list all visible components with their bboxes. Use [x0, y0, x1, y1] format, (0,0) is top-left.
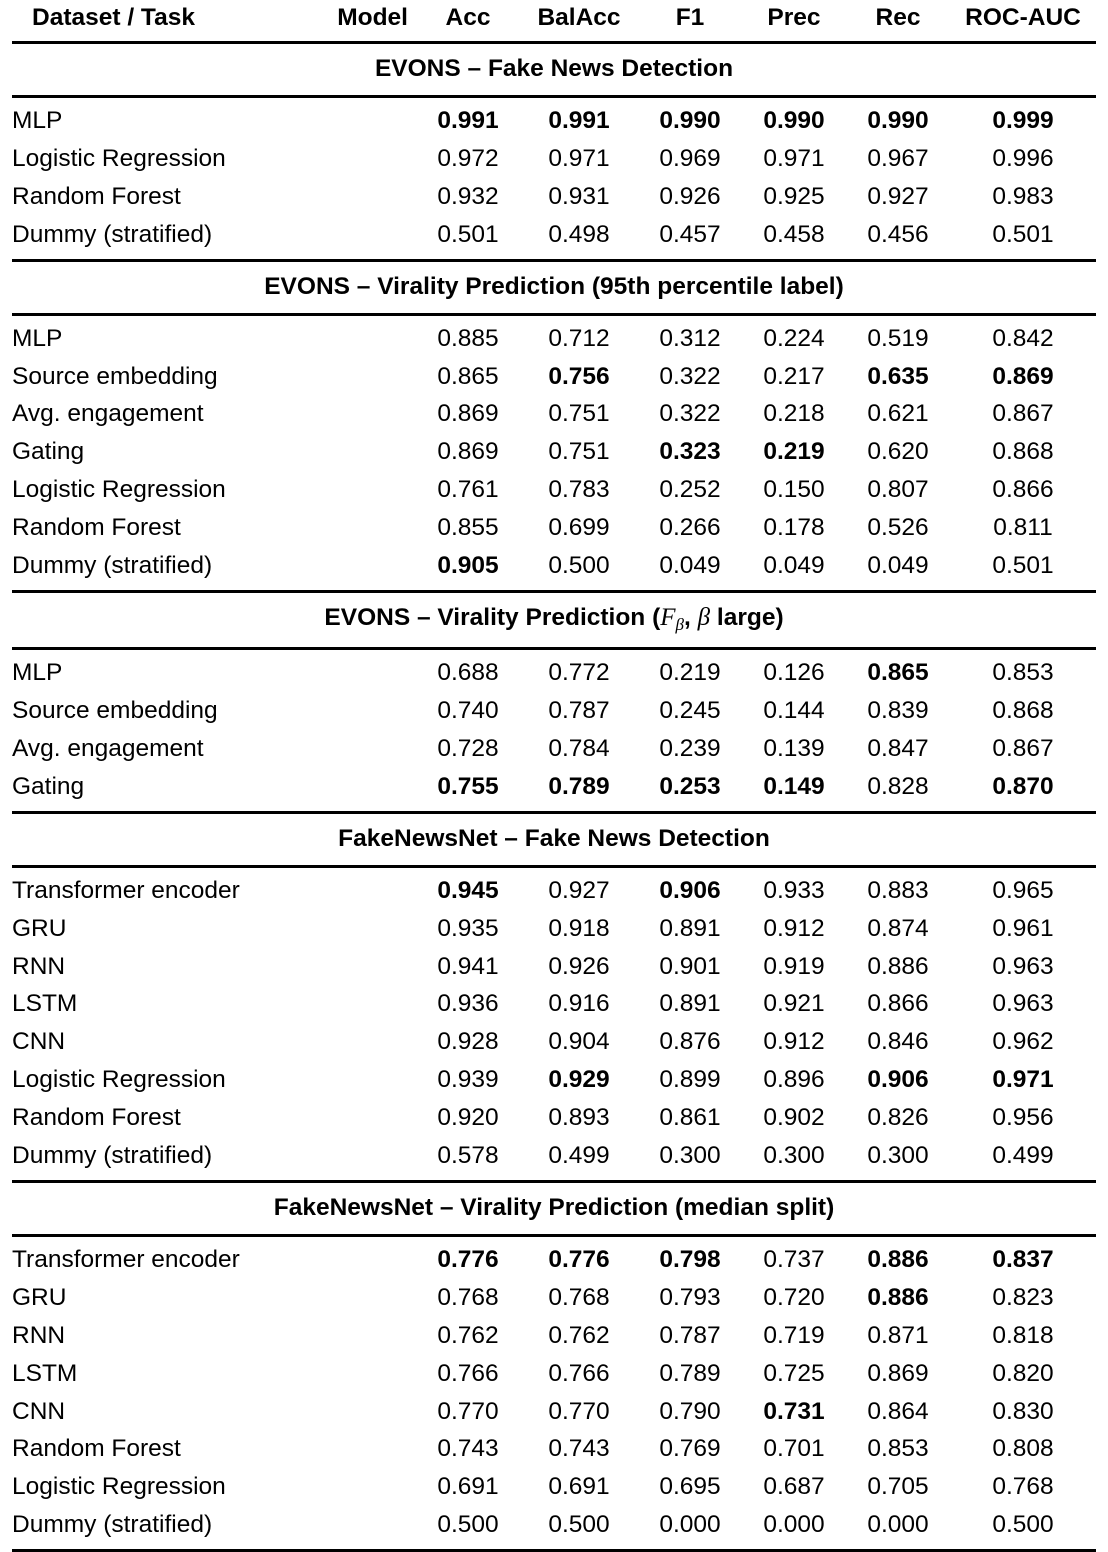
header-dataset-task-model — [12, 0, 416, 43]
cell-f1: 0.861 — [638, 1100, 742, 1138]
table-row — [12, 1279, 1096, 1317]
cell-balacc: 0.500 — [520, 548, 638, 592]
table-row — [12, 986, 1096, 1024]
cell-balacc: 0.971 — [520, 140, 638, 178]
table-row — [12, 1393, 1096, 1431]
row-model-label: Random Forest — [12, 1100, 416, 1138]
cell-rocauc: 0.768 — [950, 1469, 1096, 1507]
cell-rocauc: 0.500 — [950, 1507, 1096, 1551]
cell-f1: 0.300 — [638, 1138, 742, 1182]
cell-rec: 0.519 — [846, 314, 950, 358]
cell-rec: 0.828 — [846, 768, 950, 812]
cell-f1: 0.990 — [638, 97, 742, 141]
cell-rec: 0.853 — [846, 1431, 950, 1469]
header-balacc: BalAcc — [520, 0, 638, 43]
cell-rec: 0.846 — [846, 1024, 950, 1062]
table-row — [12, 866, 1096, 910]
cell-f1: 0.769 — [638, 1431, 742, 1469]
cell-rec: 0.864 — [846, 1393, 950, 1431]
table-row — [12, 548, 1096, 592]
cell-rec: 0.886 — [846, 1235, 950, 1279]
cell-balacc: 0.789 — [520, 768, 638, 812]
row-model-label: Gating — [12, 768, 416, 812]
cell-rocauc: 0.971 — [950, 1062, 1096, 1100]
table-row — [12, 358, 1096, 396]
cell-rocauc: 0.870 — [950, 768, 1096, 812]
cell-rocauc: 0.869 — [950, 358, 1096, 396]
cell-rec: 0.883 — [846, 866, 950, 910]
cell-rec: 0.456 — [846, 216, 950, 260]
table-row — [12, 314, 1096, 358]
cell-prec: 0.144 — [742, 692, 846, 730]
cell-acc: 0.945 — [416, 866, 520, 910]
cell-balacc: 0.762 — [520, 1317, 638, 1355]
cell-f1: 0.891 — [638, 986, 742, 1024]
cell-prec: 0.896 — [742, 1062, 846, 1100]
cell-rec: 0.620 — [846, 434, 950, 472]
cell-rocauc: 0.808 — [950, 1431, 1096, 1469]
cell-balacc: 0.776 — [520, 1235, 638, 1279]
header-rocauc: ROC-AUC — [950, 0, 1096, 43]
cell-prec: 0.687 — [742, 1469, 846, 1507]
cell-rocauc: 0.999 — [950, 97, 1096, 141]
row-model-label: Logistic Regression — [12, 1062, 416, 1100]
table-row — [12, 396, 1096, 434]
row-model-label: Source embedding — [12, 358, 416, 396]
cell-balacc: 0.756 — [520, 358, 638, 396]
cell-rocauc: 0.963 — [950, 948, 1096, 986]
cell-rec: 0.847 — [846, 730, 950, 768]
cell-prec: 0.902 — [742, 1100, 846, 1138]
cell-acc: 0.972 — [416, 140, 520, 178]
row-model-label: MLP — [12, 314, 416, 358]
row-model-label: CNN — [12, 1024, 416, 1062]
row-model-label: Avg. engagement — [12, 730, 416, 768]
cell-f1: 0.876 — [638, 1024, 742, 1062]
cell-f1: 0.266 — [638, 510, 742, 548]
row-model-label: Transformer encoder — [12, 1235, 416, 1279]
cell-f1: 0.000 — [638, 1507, 742, 1551]
results-table — [12, 0, 1096, 1552]
cell-acc: 0.939 — [416, 1062, 520, 1100]
row-model-label: Dummy (stratified) — [12, 1507, 416, 1551]
table-row — [12, 1355, 1096, 1393]
cell-balacc: 0.751 — [520, 434, 638, 472]
cell-rocauc: 0.983 — [950, 178, 1096, 216]
group-header-row — [12, 812, 1096, 866]
row-model-label: Dummy (stratified) — [12, 216, 416, 260]
cell-rocauc: 0.867 — [950, 730, 1096, 768]
row-model-label: Dummy (stratified) — [12, 1138, 416, 1182]
cell-f1: 0.798 — [638, 1235, 742, 1279]
row-model-label: RNN — [12, 1317, 416, 1355]
cell-rec: 0.871 — [846, 1317, 950, 1355]
cell-rec: 0.635 — [846, 358, 950, 396]
cell-balacc: 0.787 — [520, 692, 638, 730]
cell-rec: 0.886 — [846, 948, 950, 986]
cell-prec: 0.701 — [742, 1431, 846, 1469]
row-model-label: Dummy (stratified) — [12, 548, 416, 592]
row-model-label: Random Forest — [12, 178, 416, 216]
cell-balacc: 0.926 — [520, 948, 638, 986]
cell-rocauc: 0.818 — [950, 1317, 1096, 1355]
cell-f1: 0.323 — [638, 434, 742, 472]
cell-balacc: 0.500 — [520, 1507, 638, 1551]
cell-prec: 0.912 — [742, 1024, 846, 1062]
header-prec: Prec — [742, 0, 846, 43]
cell-balacc: 0.712 — [520, 314, 638, 358]
row-model-label: Avg. engagement — [12, 396, 416, 434]
group-title: FakeNewsNet – Fake News Detection — [12, 812, 1096, 866]
cell-rec: 0.839 — [846, 692, 950, 730]
group-title: FakeNewsNet – Virality Prediction (median split) — [12, 1181, 1096, 1235]
row-model-label: LSTM — [12, 1355, 416, 1393]
table-row — [12, 1317, 1096, 1355]
cell-f1: 0.901 — [638, 948, 742, 986]
cell-acc: 0.928 — [416, 1024, 520, 1062]
cell-rec: 0.886 — [846, 1279, 950, 1317]
cell-f1: 0.789 — [638, 1355, 742, 1393]
cell-prec: 0.971 — [742, 140, 846, 178]
cell-prec: 0.725 — [742, 1355, 846, 1393]
table-row — [12, 1138, 1096, 1182]
table-row — [12, 730, 1096, 768]
cell-rocauc: 0.853 — [950, 649, 1096, 693]
table-row — [12, 649, 1096, 693]
math-beta-symbol: β — [698, 604, 710, 631]
header-label-dataset-task: Dataset / Task — [32, 4, 195, 32]
header-rec: Rec — [846, 0, 950, 43]
cell-balacc: 0.691 — [520, 1469, 638, 1507]
cell-rec: 0.874 — [846, 910, 950, 948]
cell-rocauc: 0.501 — [950, 548, 1096, 592]
cell-rec: 0.826 — [846, 1100, 950, 1138]
cell-prec: 0.000 — [742, 1507, 846, 1551]
cell-prec: 0.149 — [742, 768, 846, 812]
cell-acc: 0.936 — [416, 986, 520, 1024]
cell-acc: 0.740 — [416, 692, 520, 730]
group-header-row — [12, 591, 1096, 648]
table-header — [12, 0, 1096, 43]
cell-rocauc: 0.961 — [950, 910, 1096, 948]
cell-balacc: 0.927 — [520, 866, 638, 910]
table-row — [12, 1235, 1096, 1279]
row-model-label: Source embedding — [12, 692, 416, 730]
cell-rocauc: 0.867 — [950, 396, 1096, 434]
cell-acc: 0.500 — [416, 1507, 520, 1551]
row-model-label: Gating — [12, 434, 416, 472]
cell-balacc: 0.498 — [520, 216, 638, 260]
cell-acc: 0.865 — [416, 358, 520, 396]
cell-prec: 0.719 — [742, 1317, 846, 1355]
cell-prec: 0.217 — [742, 358, 846, 396]
cell-f1: 0.239 — [638, 730, 742, 768]
cell-f1: 0.312 — [638, 314, 742, 358]
table-body — [12, 43, 1096, 1552]
cell-rec: 0.621 — [846, 396, 950, 434]
cell-acc: 0.869 — [416, 434, 520, 472]
cell-balacc: 0.743 — [520, 1431, 638, 1469]
cell-acc: 0.743 — [416, 1431, 520, 1469]
table-row — [12, 1431, 1096, 1469]
cell-acc: 0.932 — [416, 178, 520, 216]
table-row — [12, 910, 1096, 948]
cell-prec: 0.925 — [742, 178, 846, 216]
row-model-label: Logistic Regression — [12, 1469, 416, 1507]
cell-acc: 0.776 — [416, 1235, 520, 1279]
table-row — [12, 97, 1096, 141]
table-row — [12, 1507, 1096, 1551]
cell-rocauc: 0.842 — [950, 314, 1096, 358]
cell-f1: 0.899 — [638, 1062, 742, 1100]
cell-f1: 0.969 — [638, 140, 742, 178]
cell-prec: 0.049 — [742, 548, 846, 592]
row-model-label: Transformer encoder — [12, 866, 416, 910]
cell-prec: 0.737 — [742, 1235, 846, 1279]
cell-rocauc: 0.499 — [950, 1138, 1096, 1182]
table-row — [12, 140, 1096, 178]
cell-acc: 0.935 — [416, 910, 520, 948]
math-beta-subscript: β — [676, 615, 684, 634]
cell-rocauc: 0.962 — [950, 1024, 1096, 1062]
cell-balacc: 0.916 — [520, 986, 638, 1024]
cell-acc: 0.728 — [416, 730, 520, 768]
cell-rec: 0.526 — [846, 510, 950, 548]
cell-rocauc: 0.956 — [950, 1100, 1096, 1138]
cell-rec: 0.865 — [846, 649, 950, 693]
cell-balacc: 0.918 — [520, 910, 638, 948]
table-row — [12, 1469, 1096, 1507]
row-model-label: MLP — [12, 649, 416, 693]
cell-rec: 0.000 — [846, 1507, 950, 1551]
table-row — [12, 510, 1096, 548]
cell-rec: 0.869 — [846, 1355, 950, 1393]
row-model-label: LSTM — [12, 986, 416, 1024]
cell-rec: 0.705 — [846, 1469, 950, 1507]
row-model-label: CNN — [12, 1393, 416, 1431]
row-model-label: GRU — [12, 910, 416, 948]
cell-rec: 0.807 — [846, 472, 950, 510]
cell-f1: 0.787 — [638, 1317, 742, 1355]
cell-acc: 0.991 — [416, 97, 520, 141]
cell-rec: 0.927 — [846, 178, 950, 216]
table-row — [12, 434, 1096, 472]
row-model-label: MLP — [12, 97, 416, 141]
cell-rocauc: 0.837 — [950, 1235, 1096, 1279]
cell-acc: 0.768 — [416, 1279, 520, 1317]
cell-f1: 0.926 — [638, 178, 742, 216]
cell-rocauc: 0.811 — [950, 510, 1096, 548]
cell-f1: 0.457 — [638, 216, 742, 260]
cell-f1: 0.253 — [638, 768, 742, 812]
cell-prec: 0.990 — [742, 97, 846, 141]
cell-acc: 0.762 — [416, 1317, 520, 1355]
cell-balacc: 0.768 — [520, 1279, 638, 1317]
cell-rocauc: 0.868 — [950, 434, 1096, 472]
row-model-label: Logistic Regression — [12, 472, 416, 510]
row-model-label: Random Forest — [12, 510, 416, 548]
cell-balacc: 0.751 — [520, 396, 638, 434]
row-model-label: Logistic Regression — [12, 140, 416, 178]
cell-prec: 0.219 — [742, 434, 846, 472]
cell-f1: 0.322 — [638, 358, 742, 396]
cell-acc: 0.770 — [416, 1393, 520, 1431]
cell-balacc: 0.929 — [520, 1062, 638, 1100]
header-f1: F1 — [638, 0, 742, 43]
cell-balacc: 0.991 — [520, 97, 638, 141]
cell-acc: 0.855 — [416, 510, 520, 548]
cell-prec: 0.720 — [742, 1279, 846, 1317]
table-row — [12, 768, 1096, 812]
row-model-label: Random Forest — [12, 1431, 416, 1469]
cell-rocauc: 0.501 — [950, 216, 1096, 260]
cell-acc: 0.501 — [416, 216, 520, 260]
group-header-row — [12, 260, 1096, 314]
cell-rec: 0.866 — [846, 986, 950, 1024]
cell-rec: 0.990 — [846, 97, 950, 141]
group-header-row — [12, 43, 1096, 97]
table-row — [12, 472, 1096, 510]
table-row — [12, 178, 1096, 216]
cell-acc: 0.885 — [416, 314, 520, 358]
cell-prec: 0.912 — [742, 910, 846, 948]
cell-acc: 0.766 — [416, 1355, 520, 1393]
cell-f1: 0.219 — [638, 649, 742, 693]
table-row — [12, 1100, 1096, 1138]
cell-rocauc: 0.866 — [950, 472, 1096, 510]
table-row — [12, 1062, 1096, 1100]
cell-acc: 0.761 — [416, 472, 520, 510]
cell-acc: 0.578 — [416, 1138, 520, 1182]
table-row — [12, 948, 1096, 986]
cell-prec: 0.921 — [742, 986, 846, 1024]
cell-balacc: 0.783 — [520, 472, 638, 510]
cell-balacc: 0.904 — [520, 1024, 638, 1062]
cell-prec: 0.933 — [742, 866, 846, 910]
cell-balacc: 0.931 — [520, 178, 638, 216]
cell-prec: 0.178 — [742, 510, 846, 548]
row-model-label: GRU — [12, 1279, 416, 1317]
cell-prec: 0.126 — [742, 649, 846, 693]
group-title: EVONS – Virality Prediction (95th percentile label) — [12, 260, 1096, 314]
cell-rocauc: 0.830 — [950, 1393, 1096, 1431]
cell-balacc: 0.784 — [520, 730, 638, 768]
cell-f1: 0.695 — [638, 1469, 742, 1507]
cell-balacc: 0.772 — [520, 649, 638, 693]
cell-acc: 0.691 — [416, 1469, 520, 1507]
cell-prec: 0.731 — [742, 1393, 846, 1431]
cell-rec: 0.906 — [846, 1062, 950, 1100]
cell-prec: 0.218 — [742, 396, 846, 434]
cell-prec: 0.919 — [742, 948, 846, 986]
cell-f1: 0.049 — [638, 548, 742, 592]
cell-f1: 0.906 — [638, 866, 742, 910]
cell-balacc: 0.770 — [520, 1393, 638, 1431]
row-model-label: RNN — [12, 948, 416, 986]
cell-rec: 0.967 — [846, 140, 950, 178]
cell-balacc: 0.699 — [520, 510, 638, 548]
math-f-symbol: F — [660, 604, 675, 631]
cell-rec: 0.049 — [846, 548, 950, 592]
table-row — [12, 692, 1096, 730]
cell-f1: 0.322 — [638, 396, 742, 434]
cell-balacc: 0.499 — [520, 1138, 638, 1182]
table-row — [12, 1024, 1096, 1062]
cell-rocauc: 0.963 — [950, 986, 1096, 1024]
cell-rocauc: 0.996 — [950, 140, 1096, 178]
cell-acc: 0.920 — [416, 1100, 520, 1138]
header-acc: Acc — [416, 0, 520, 43]
cell-acc: 0.905 — [416, 548, 520, 592]
cell-rocauc: 0.820 — [950, 1355, 1096, 1393]
table-row — [12, 216, 1096, 260]
cell-f1: 0.891 — [638, 910, 742, 948]
cell-rec: 0.300 — [846, 1138, 950, 1182]
cell-f1: 0.793 — [638, 1279, 742, 1317]
cell-acc: 0.755 — [416, 768, 520, 812]
cell-prec: 0.458 — [742, 216, 846, 260]
cell-f1: 0.790 — [638, 1393, 742, 1431]
header-row — [12, 0, 1096, 43]
cell-acc: 0.869 — [416, 396, 520, 434]
header-label-model: Model — [337, 4, 408, 32]
group-title: EVONS – Virality Prediction ($F_\beta$, β large) — [12, 591, 1096, 648]
cell-acc: 0.688 — [416, 649, 520, 693]
cell-acc: 0.941 — [416, 948, 520, 986]
cell-f1: 0.252 — [638, 472, 742, 510]
cell-prec: 0.150 — [742, 472, 846, 510]
group-header-row — [12, 1181, 1096, 1235]
cell-rocauc: 0.868 — [950, 692, 1096, 730]
cell-balacc: 0.893 — [520, 1100, 638, 1138]
cell-prec: 0.224 — [742, 314, 846, 358]
cell-rocauc: 0.823 — [950, 1279, 1096, 1317]
cell-balacc: 0.766 — [520, 1355, 638, 1393]
cell-prec: 0.139 — [742, 730, 846, 768]
cell-rocauc: 0.965 — [950, 866, 1096, 910]
cell-prec: 0.300 — [742, 1138, 846, 1182]
cell-f1: 0.245 — [638, 692, 742, 730]
group-title: EVONS – Fake News Detection — [12, 43, 1096, 97]
